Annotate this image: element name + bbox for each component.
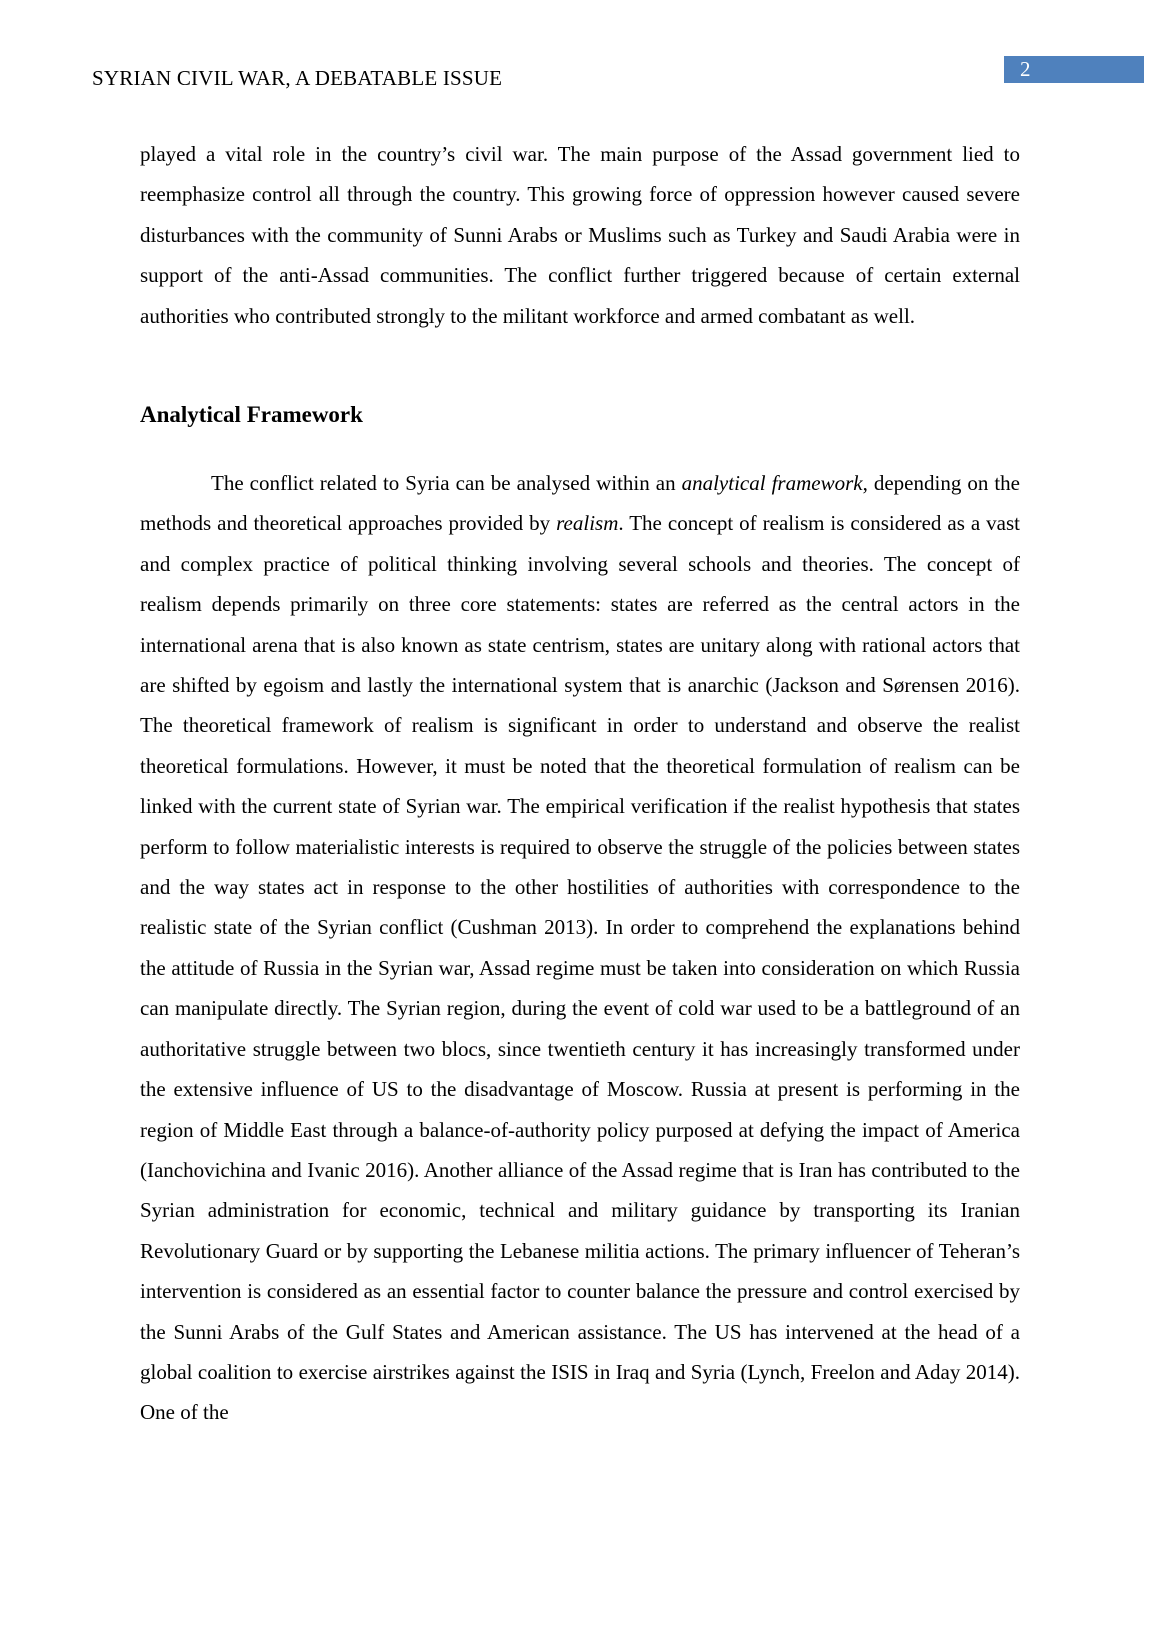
paragraph-2-text-1: The conflict related to Syria can be analysed within an xyxy=(211,471,682,495)
running-head: SYRIAN CIVIL WAR, A DEBATABLE ISSUE xyxy=(92,66,503,90)
body-paragraph-1: played a vital role in the country’s civil war. The main purpose of the Assad government lied to reemphasize control all through the country. This growing force of oppression however caused severe disturbances with the community of Sunni Arabs or Muslims such as Turkey and Saudi Arabia were in support of the anti-Assad communities. The conflict further triggered because of certain external authorities who contributed strongly to the militant workforce and armed combatant as well. xyxy=(140,142,1020,328)
page-number: 2 xyxy=(1020,57,1031,81)
emphasis-realism: realism xyxy=(556,511,619,536)
paragraph-2-text-2: , depending on the methods and theoretical approaches provided by xyxy=(140,471,1020,536)
section-heading: Analytical Framework xyxy=(140,402,363,427)
page-number-box xyxy=(1004,56,1144,83)
body-paragraph-2 xyxy=(140,463,1020,1433)
paragraph-2-text-3: . The concept of realism is considered as a vast and complex practice of political thinking involving several schools and theories. The concept of realism depends primarily on three core statements: states are referred as the central actors in the international arena that is also known as state centrism, states are unitary along with rational actors that are shifted by egoism and lastly the international system that is anarchic (Jackson and Sørensen 2016). The theoretical framework of realism is significant in order to understand and observe the realist theoretical formulations. However, it must be noted that the theoretical formulation of realism can be linked with the current state of Syrian war. The empirical verification if the realist hypothesis that states perform to follow materialistic interests is required to observe the struggle of the policies between states and the way states act in response to the other hostilities of authorities with correspondence to the realistic state of the Syrian conflict (Cushman 2013). In order to comprehend the explanations behind the attitude of Russia in the Syrian war, Assad regime must be taken into consideration on which Russia can manipulate directly. The Syrian region, during the event of cold war used to be a battleground of an authoritative struggle between two blocs, since twentieth century it has increasingly transformed under the extensive influence of US to the disadvantage of Moscow. Russia at present is performing in the region of Middle East through a balance-of-authority policy purposed at defying the impact of America (Ianchovichina and Ivanic 2016). Another alliance of the Assad regime that is Iran has contributed to the Syrian administration for economic, technical and military guidance by transporting its Iranian Revolutionary Guard or by supporting the Lebanese militia actions. The primary influencer of Teheran’s intervention is considered as an essential factor to counter balance the pressure and control exercised by the Sunni Arabs of the Gulf States and American assistance. The US has intervened at the head of a global coalition to exercise airstrikes against the ISIS in Iraq and Syria (Lynch, Freelon and Aday 2014). One of the xyxy=(140,511,1021,1425)
emphasis-analytical-framework: analytical framework xyxy=(681,471,863,495)
